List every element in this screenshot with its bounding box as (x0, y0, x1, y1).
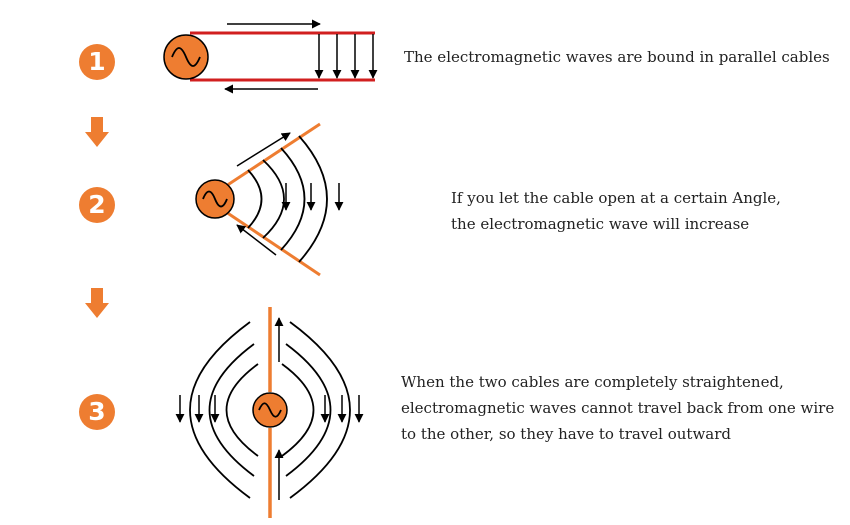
step-1-parallel-cables-diagram (164, 24, 375, 89)
ac-source-sine-icon (253, 393, 287, 427)
caption-line: to the other, so they have to travel outward (401, 425, 731, 443)
field-arrows (237, 133, 339, 255)
lower-cable (226, 212, 320, 275)
step-1-number: 1 (79, 44, 115, 80)
caption-line: The electromagnetic waves are bound in parallel cables (404, 48, 830, 66)
caption-line: If you let the cable open at a certain Angle, (451, 189, 781, 207)
caption-line: the electromagnetic wave will increase (451, 215, 750, 233)
field-arrows (319, 34, 373, 78)
step-2-opened-cables-diagram (196, 124, 339, 275)
step-2-number: 2 (79, 187, 115, 223)
step-2-caption (451, 185, 781, 237)
caption-line: electromagnetic waves cannot travel back from one wire (401, 399, 835, 417)
field-loops-left (190, 322, 258, 498)
step-3-number: 3 (79, 394, 115, 430)
upper-cable (226, 124, 320, 186)
ac-source-sine-icon (164, 35, 208, 79)
field-loops-right (282, 322, 350, 498)
step-1-caption (404, 44, 830, 70)
step-3-caption (401, 369, 834, 447)
caption-line: When the two cables are completely straightened, (401, 373, 784, 391)
step-3-straight-dipole-diagram (180, 307, 359, 518)
ac-source-sine-icon (196, 180, 234, 218)
